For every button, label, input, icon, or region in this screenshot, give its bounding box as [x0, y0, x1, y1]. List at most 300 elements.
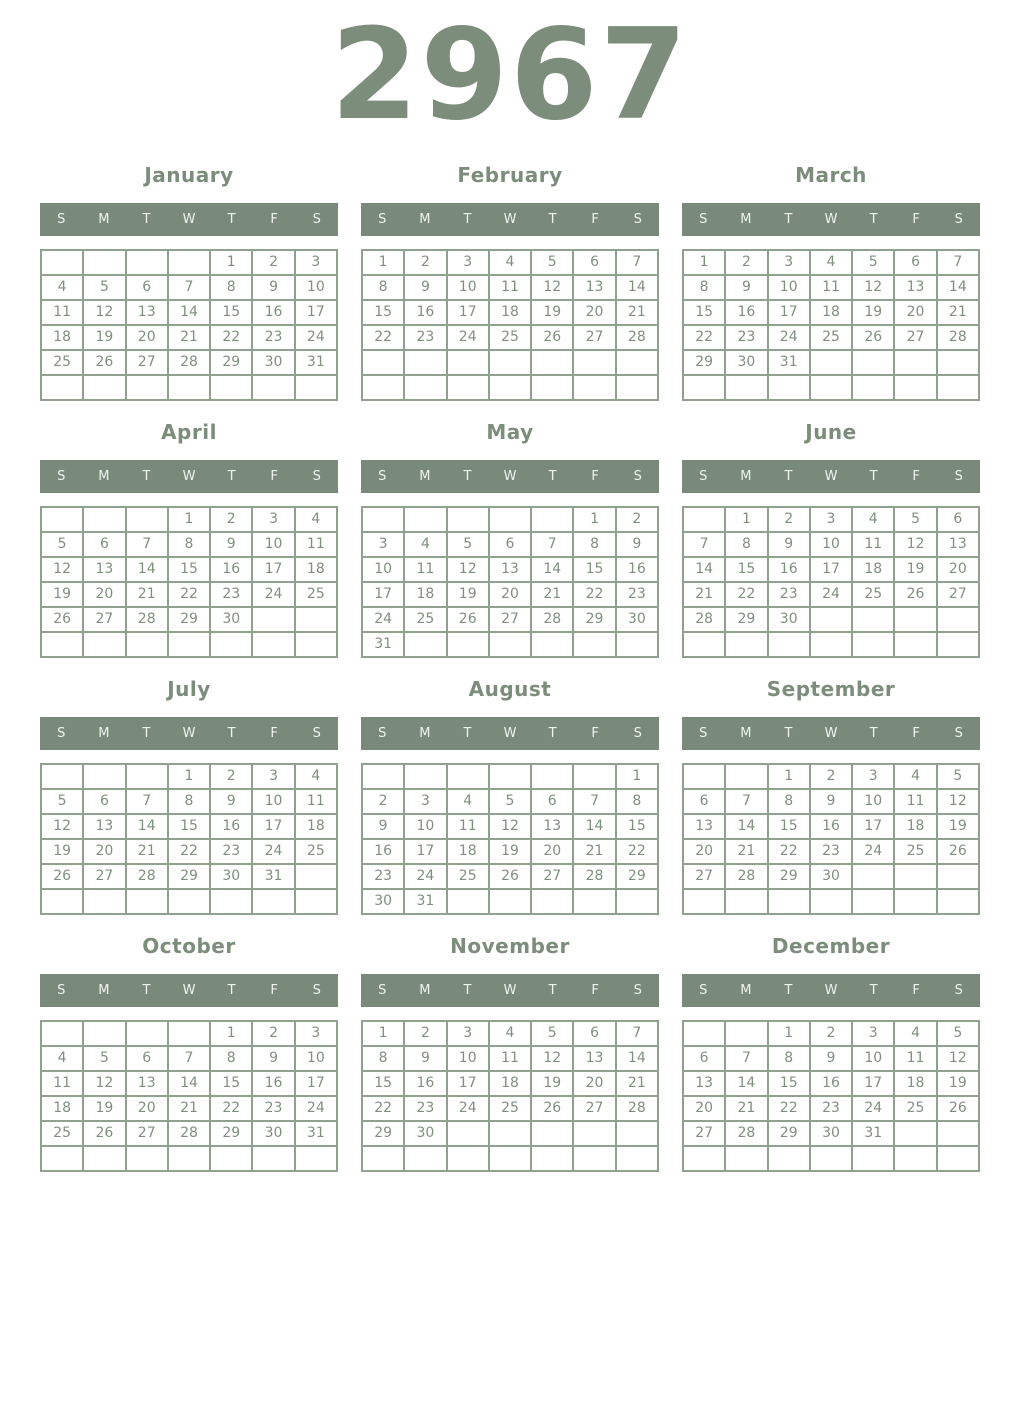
month-days-table [682, 763, 980, 915]
day-cell: 3 [447, 250, 489, 275]
day-cell: 8 [362, 275, 404, 300]
weekday-label: W [182, 725, 196, 741]
week-row [362, 1071, 658, 1096]
day-cell: 29 [616, 864, 658, 889]
month-days-table [682, 249, 980, 401]
day-cell: 12 [894, 532, 936, 557]
empty-day-cell [447, 889, 489, 914]
empty-day-cell [810, 1146, 852, 1171]
empty-day-cell [937, 632, 979, 657]
week-row [41, 1121, 337, 1146]
week-row [41, 814, 337, 839]
week-row [683, 607, 979, 632]
day-cell: 5 [447, 532, 489, 557]
day-cell: 23 [210, 839, 252, 864]
empty-day-cell [126, 1021, 168, 1046]
day-cell: 1 [768, 764, 810, 789]
empty-day-cell [126, 764, 168, 789]
day-cell: 10 [295, 275, 337, 300]
day-cell: 24 [295, 1096, 337, 1121]
day-cell: 14 [937, 275, 979, 300]
empty-day-cell [725, 1146, 767, 1171]
week-row [362, 632, 658, 657]
week-row [362, 557, 658, 582]
day-cell: 15 [573, 557, 615, 582]
empty-day-cell [168, 1146, 210, 1171]
day-cell: 1 [210, 250, 252, 275]
day-cell: 8 [210, 275, 252, 300]
day-cell: 1 [210, 1021, 252, 1046]
month-block [40, 677, 338, 915]
month-block [682, 677, 980, 915]
weekday-label: T [227, 982, 236, 998]
empty-day-cell [41, 1146, 83, 1171]
empty-day-cell [168, 375, 210, 400]
weekday-label: S [954, 725, 963, 741]
week-row [683, 632, 979, 657]
day-cell: 29 [683, 350, 725, 375]
weekday-label: T [548, 211, 557, 227]
day-cell: 8 [768, 1046, 810, 1071]
day-cell: 15 [768, 814, 810, 839]
day-cell: 9 [210, 789, 252, 814]
weekday-label: S [312, 468, 321, 484]
week-row [683, 507, 979, 532]
day-cell: 31 [295, 350, 337, 375]
empty-day-cell [295, 375, 337, 400]
day-cell: 18 [489, 1071, 531, 1096]
week-row [362, 350, 658, 375]
weekday-header [361, 717, 659, 750]
month-title: May [486, 419, 534, 444]
weekday-header [361, 203, 659, 236]
week-row [683, 375, 979, 400]
day-cell: 13 [83, 557, 125, 582]
day-cell: 18 [852, 557, 894, 582]
week-row [683, 1046, 979, 1071]
day-cell: 13 [126, 300, 168, 325]
day-cell: 18 [447, 839, 489, 864]
day-cell: 8 [683, 275, 725, 300]
week-row [41, 789, 337, 814]
empty-day-cell [937, 350, 979, 375]
empty-day-cell [852, 350, 894, 375]
day-cell: 20 [683, 1096, 725, 1121]
day-cell: 1 [725, 507, 767, 532]
empty-day-cell [126, 507, 168, 532]
week-row [362, 1146, 658, 1171]
week-row [362, 864, 658, 889]
day-cell: 21 [573, 839, 615, 864]
weekday-label: S [699, 468, 708, 484]
weekday-label: F [270, 211, 278, 227]
month-days-table [361, 249, 659, 401]
year-title: 2967 [330, 1, 690, 148]
empty-day-cell [252, 607, 294, 632]
day-cell: 9 [810, 789, 852, 814]
empty-day-cell [683, 375, 725, 400]
day-cell: 17 [362, 582, 404, 607]
empty-day-cell [83, 1146, 125, 1171]
day-cell: 23 [404, 325, 446, 350]
day-cell: 21 [168, 325, 210, 350]
day-cell: 22 [683, 325, 725, 350]
week-row [362, 789, 658, 814]
weekday-header [40, 460, 338, 493]
empty-day-cell [683, 632, 725, 657]
week-row [683, 1096, 979, 1121]
weekday-label: S [954, 211, 963, 227]
empty-day-cell [531, 507, 573, 532]
day-cell: 12 [83, 300, 125, 325]
day-cell: 23 [252, 1096, 294, 1121]
weekday-label: W [182, 982, 196, 998]
empty-day-cell [168, 250, 210, 275]
month-block [40, 163, 338, 401]
day-cell: 24 [447, 1096, 489, 1121]
empty-day-cell [83, 889, 125, 914]
empty-day-cell [41, 632, 83, 657]
day-cell: 8 [168, 532, 210, 557]
empty-day-cell [683, 1146, 725, 1171]
day-cell: 29 [168, 607, 210, 632]
day-cell: 2 [362, 789, 404, 814]
week-row [683, 300, 979, 325]
month-days-table [40, 249, 338, 401]
empty-day-cell [83, 375, 125, 400]
weekday-label: S [954, 468, 963, 484]
day-cell: 25 [404, 607, 446, 632]
day-cell: 15 [725, 557, 767, 582]
weekday-label: T [463, 211, 472, 227]
day-cell: 11 [41, 300, 83, 325]
empty-day-cell [41, 507, 83, 532]
day-cell: 25 [295, 582, 337, 607]
empty-day-cell [489, 350, 531, 375]
weekday-label: F [270, 982, 278, 998]
day-cell: 7 [725, 789, 767, 814]
empty-day-cell [894, 1121, 936, 1146]
day-cell: 14 [725, 1071, 767, 1096]
day-cell: 27 [683, 864, 725, 889]
month-days-table [361, 506, 659, 658]
day-cell: 22 [210, 325, 252, 350]
empty-day-cell [295, 1146, 337, 1171]
day-cell: 22 [362, 1096, 404, 1121]
empty-day-cell [252, 889, 294, 914]
day-cell: 15 [616, 814, 658, 839]
weekday-label: T [548, 725, 557, 741]
day-cell: 1 [683, 250, 725, 275]
week-row [683, 889, 979, 914]
weekday-label: W [824, 211, 838, 227]
day-cell: 31 [252, 864, 294, 889]
day-cell: 6 [83, 789, 125, 814]
day-cell: 4 [489, 250, 531, 275]
day-cell: 12 [937, 1046, 979, 1071]
week-row [41, 1071, 337, 1096]
day-cell: 13 [683, 814, 725, 839]
day-cell: 1 [168, 764, 210, 789]
day-cell: 12 [489, 814, 531, 839]
week-row [41, 582, 337, 607]
day-cell: 11 [447, 814, 489, 839]
day-cell: 16 [768, 557, 810, 582]
day-cell: 3 [295, 250, 337, 275]
day-cell: 20 [683, 839, 725, 864]
empty-day-cell [168, 889, 210, 914]
empty-day-cell [404, 350, 446, 375]
day-cell: 19 [447, 582, 489, 607]
day-cell: 26 [852, 325, 894, 350]
weekday-label: T [869, 211, 878, 227]
week-row [362, 325, 658, 350]
weekday-label: F [270, 468, 278, 484]
day-cell: 6 [937, 507, 979, 532]
day-cell: 19 [852, 300, 894, 325]
week-row [362, 375, 658, 400]
weekday-label: W [824, 725, 838, 741]
weekday-label: F [912, 725, 920, 741]
day-cell: 5 [852, 250, 894, 275]
day-cell: 23 [810, 839, 852, 864]
weekday-header [682, 974, 980, 1007]
day-cell: 12 [41, 557, 83, 582]
weekday-label: S [57, 982, 66, 998]
empty-day-cell [937, 1146, 979, 1171]
day-cell: 20 [573, 300, 615, 325]
day-cell: 17 [252, 557, 294, 582]
empty-day-cell [83, 250, 125, 275]
month-block [361, 163, 659, 401]
month-title: March [795, 162, 867, 187]
empty-day-cell [489, 632, 531, 657]
empty-day-cell [852, 632, 894, 657]
day-cell: 27 [937, 582, 979, 607]
day-cell: 14 [616, 275, 658, 300]
week-row [683, 350, 979, 375]
empty-day-cell [937, 375, 979, 400]
day-cell: 12 [531, 275, 573, 300]
day-cell: 3 [252, 507, 294, 532]
day-cell: 12 [852, 275, 894, 300]
empty-day-cell [83, 1021, 125, 1046]
day-cell: 6 [683, 1046, 725, 1071]
empty-day-cell [894, 864, 936, 889]
day-cell: 3 [404, 789, 446, 814]
day-cell: 2 [252, 1021, 294, 1046]
day-cell: 4 [295, 764, 337, 789]
day-cell: 2 [404, 1021, 446, 1046]
day-cell: 9 [252, 275, 294, 300]
day-cell: 30 [768, 607, 810, 632]
day-cell: 6 [894, 250, 936, 275]
day-cell: 3 [810, 507, 852, 532]
weekday-label: T [869, 468, 878, 484]
day-cell: 13 [683, 1071, 725, 1096]
week-row [683, 275, 979, 300]
empty-day-cell [126, 1146, 168, 1171]
day-cell: 5 [41, 789, 83, 814]
day-cell: 23 [362, 864, 404, 889]
day-cell: 9 [210, 532, 252, 557]
day-cell: 20 [83, 582, 125, 607]
weekday-label: T [227, 211, 236, 227]
week-row [683, 1021, 979, 1046]
day-cell: 31 [768, 350, 810, 375]
day-cell: 4 [295, 507, 337, 532]
empty-day-cell [531, 1146, 573, 1171]
weekday-label: W [503, 211, 517, 227]
month-days-table [40, 763, 338, 915]
weekday-label: M [98, 725, 110, 741]
week-row [41, 275, 337, 300]
day-cell: 10 [362, 557, 404, 582]
day-cell: 5 [41, 532, 83, 557]
week-row [362, 607, 658, 632]
day-cell: 2 [252, 250, 294, 275]
day-cell: 19 [83, 1096, 125, 1121]
weekday-label: S [633, 725, 642, 741]
week-row [683, 839, 979, 864]
day-cell: 29 [362, 1121, 404, 1146]
empty-day-cell [489, 764, 531, 789]
empty-day-cell [531, 1121, 573, 1146]
day-cell: 23 [210, 582, 252, 607]
week-row [41, 300, 337, 325]
day-cell: 10 [447, 1046, 489, 1071]
day-cell: 3 [768, 250, 810, 275]
week-row [41, 889, 337, 914]
day-cell: 14 [683, 557, 725, 582]
month-block [682, 934, 980, 1172]
day-cell: 15 [768, 1071, 810, 1096]
empty-day-cell [616, 632, 658, 657]
weekday-label: S [57, 725, 66, 741]
day-cell: 6 [83, 532, 125, 557]
day-cell: 1 [573, 507, 615, 532]
empty-day-cell [937, 1121, 979, 1146]
day-cell: 26 [41, 864, 83, 889]
week-row [683, 764, 979, 789]
day-cell: 25 [489, 325, 531, 350]
day-cell: 27 [83, 864, 125, 889]
day-cell: 20 [126, 325, 168, 350]
day-cell: 13 [573, 275, 615, 300]
weekday-label: M [419, 982, 431, 998]
day-cell: 24 [252, 582, 294, 607]
day-cell: 16 [210, 814, 252, 839]
empty-day-cell [83, 764, 125, 789]
day-cell: 12 [531, 1046, 573, 1071]
day-cell: 30 [362, 889, 404, 914]
day-cell: 13 [489, 557, 531, 582]
weekday-label: T [548, 468, 557, 484]
day-cell: 13 [573, 1046, 615, 1071]
day-cell: 11 [852, 532, 894, 557]
weekday-label: S [954, 982, 963, 998]
empty-day-cell [41, 1021, 83, 1046]
week-row [41, 507, 337, 532]
day-cell: 18 [810, 300, 852, 325]
day-cell: 19 [41, 582, 83, 607]
weekday-label: S [699, 982, 708, 998]
week-row [362, 250, 658, 275]
empty-day-cell [41, 764, 83, 789]
day-cell: 18 [295, 557, 337, 582]
day-cell: 29 [210, 1121, 252, 1146]
day-cell: 24 [768, 325, 810, 350]
day-cell: 17 [447, 300, 489, 325]
day-cell: 2 [768, 507, 810, 532]
weekday-label: W [182, 468, 196, 484]
month-title: December [771, 933, 891, 958]
day-cell: 1 [362, 250, 404, 275]
day-cell: 19 [531, 1071, 573, 1096]
empty-day-cell [489, 375, 531, 400]
month-title: October [142, 933, 236, 958]
day-cell: 12 [937, 789, 979, 814]
day-cell: 4 [852, 507, 894, 532]
empty-day-cell [126, 632, 168, 657]
empty-day-cell [41, 375, 83, 400]
weekday-label: S [699, 211, 708, 227]
day-cell: 31 [295, 1121, 337, 1146]
month-block [40, 934, 338, 1172]
empty-day-cell [616, 350, 658, 375]
empty-day-cell [573, 1146, 615, 1171]
weekday-label: T [142, 211, 151, 227]
day-cell: 21 [725, 839, 767, 864]
week-row [41, 1096, 337, 1121]
empty-day-cell [295, 864, 337, 889]
day-cell: 28 [725, 1121, 767, 1146]
day-cell: 21 [126, 582, 168, 607]
day-cell: 6 [126, 1046, 168, 1071]
day-cell: 10 [810, 532, 852, 557]
day-cell: 29 [573, 607, 615, 632]
day-cell: 8 [573, 532, 615, 557]
day-cell: 28 [168, 1121, 210, 1146]
day-cell: 1 [616, 764, 658, 789]
day-cell: 6 [683, 789, 725, 814]
day-cell: 21 [531, 582, 573, 607]
weekday-label: T [227, 468, 236, 484]
empty-day-cell [810, 607, 852, 632]
empty-day-cell [768, 632, 810, 657]
weekday-label: S [312, 982, 321, 998]
weekday-label: F [912, 982, 920, 998]
empty-day-cell [531, 350, 573, 375]
empty-day-cell [852, 607, 894, 632]
day-cell: 6 [573, 250, 615, 275]
empty-day-cell [295, 889, 337, 914]
week-row [362, 275, 658, 300]
week-row [683, 325, 979, 350]
weekday-label: F [591, 211, 599, 227]
day-cell: 5 [83, 275, 125, 300]
weekday-header [682, 460, 980, 493]
weekday-label: F [591, 725, 599, 741]
weekday-label: M [740, 982, 752, 998]
day-cell: 16 [252, 1071, 294, 1096]
day-cell: 28 [937, 325, 979, 350]
weekday-label: T [784, 211, 793, 227]
weekday-label: T [463, 725, 472, 741]
day-cell: 28 [126, 864, 168, 889]
day-cell: 24 [295, 325, 337, 350]
day-cell: 19 [937, 814, 979, 839]
